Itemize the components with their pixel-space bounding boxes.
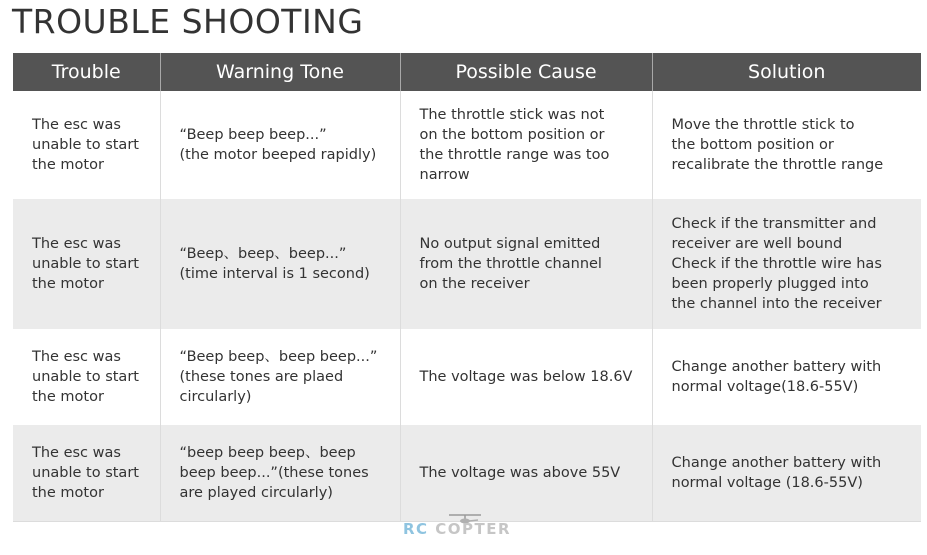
- cell-warning-tone: “beep beep beep、beep beep beep...”(these tones are played circularly): [160, 425, 400, 522]
- cell-warning-tone: “Beep beep beep...” (the motor beeped rapidly): [160, 91, 400, 199]
- trouble-shooting-table: [13, 53, 921, 522]
- cell-possible-cause: The throttle stick was not on the bottom position or the throttle range was too narrow: [400, 91, 652, 199]
- cell-trouble: The esc was unable to start the motor: [13, 91, 160, 199]
- page-title: TROUBLE SHOOTING: [12, 2, 364, 41]
- table-row: [13, 91, 921, 199]
- cell-trouble: The esc was unable to start the motor: [13, 199, 160, 329]
- column-header-solution: Solution: [652, 53, 921, 91]
- watermark-copter: COPTER: [435, 520, 512, 538]
- cell-possible-cause: The voltage was above 55V: [400, 425, 652, 522]
- table-row: [13, 329, 921, 425]
- cell-possible-cause: The voltage was below 18.6V: [400, 329, 652, 425]
- table-header-row: [13, 53, 921, 91]
- watermark-rc: RC: [403, 520, 429, 538]
- watermark-logo: [403, 520, 511, 538]
- column-header-trouble: Trouble: [13, 53, 160, 91]
- cell-warning-tone: “Beep、beep、beep...” (time interval is 1 second): [160, 199, 400, 329]
- column-header-possible-cause: Possible Cause: [400, 53, 652, 91]
- table-row: [13, 199, 921, 329]
- cell-solution: Change another battery with normal voltage (18.6-55V): [652, 425, 921, 522]
- table-row: [13, 425, 921, 522]
- cell-solution: Move the throttle stick to the bottom position or recalibrate the throttle range: [652, 91, 921, 199]
- cell-solution: Check if the transmitter and receiver are well bound Check if the throttle wire has been properly plugged into the channel into the receiver: [652, 199, 921, 329]
- cell-warning-tone: “Beep beep、beep beep...” (these tones are plaed circularly): [160, 329, 400, 425]
- cell-trouble: The esc was unable to start the motor: [13, 329, 160, 425]
- cell-possible-cause: No output signal emitted from the throttle channel on the receiver: [400, 199, 652, 329]
- column-header-warning-tone: Warning Tone: [160, 53, 400, 91]
- cell-solution: Change another battery with normal voltage(18.6-55V): [652, 329, 921, 425]
- cell-trouble: The esc was unable to start the motor: [13, 425, 160, 522]
